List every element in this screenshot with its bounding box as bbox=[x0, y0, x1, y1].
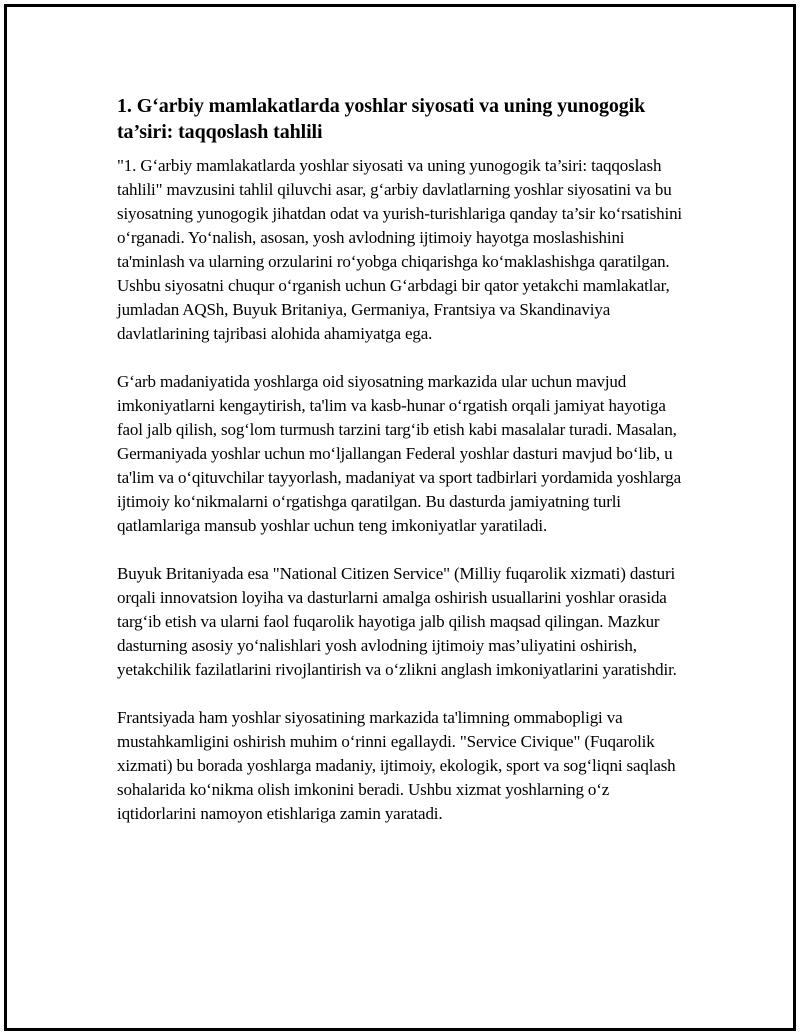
paragraph-intro: "1. G‘arbiy mamlakatlarda yoshlar siyosati va uning yunogogik ta’siri: taqqoslash tahlili" mavzusini tahlil qiluvchi asar, g‘arbiy davlatlarning yoshlar siyosatini va bu siyosatning yunogogik jihatdan odat va yurish-turishlariga qanday ta’sir ko‘rsatishini o‘rganadi. Yo‘nalish, asosan, yosh avlodning ijtimoiy hayotga moslashishini ta'minlash va ularning orzularini ro‘yobga chiqarishga ko‘maklashishga qaratilgan. Ushbu siyosatni chuqur o‘rganish uchun G‘arbdagi bir qator yetakchi mamlakatlar, jumladan AQSh, Buyuk Britaniya, Germaniya, Frantsiya va Skandinaviya davlatlarining tajribasi alohida ahamiyatga ega. bbox=[117, 156, 683, 343]
paragraph-germany: G‘arb madaniyatida yoshlarga oid siyosatning markazida ular uchun mavjud imkoniyatlarni kengaytirish, ta'lim va kasb-hunar o‘rgatish orqali jamiyat hayotiga faol jalb qilish, sog‘lom turmush tarzini targ‘ib etish kabi masalalar turadi. Masalan, Germaniyada yoshlar uchun mo‘ljallangan Federal yoshlar dasturi mavjud bo‘lib, u ta'lim va o‘qituvchilar tayyorlash, madaniyat va sport tadbirlari yordamida yoshlarga ijtimoiy ko‘nikmalarni o‘rgatishga qaratilgan. Bu dasturda jamiyatning turli qatlamlariga mansub yoshlar uchun teng imkoniyatlar yaratiladi. bbox=[117, 372, 682, 535]
document-body bbox=[117, 93, 689, 850]
section-heading: 1. G‘arbiy mamlakatlarda yoshlar siyosati va uning yunogogik ta’siri: taqqoslash tahlili bbox=[117, 95, 646, 143]
paragraph-france: Frantsiyada ham yoshlar siyosatining markazida ta'limning ommabopligi va mustahkamligini oshirish muhim o‘rinni egallaydi. "Service Civique" (Fuqarolik xizmati) bu borada yoshlarga madaniy, ijtimoiy, ekologik, sport va sog‘liqni saqlash sohalarida ko‘nikma olish imkonini beradi. Ushbu xizmat yoshlarning o‘z iqtidorlarini namoyon etishlariga zamin yaratadi. bbox=[117, 708, 676, 823]
paragraph-britain: Buyuk Britaniyada esa "National Citizen Service" (Milliy fuqarolik xizmati) dasturi orqali innovatsion loyiha va dasturlarni amalga oshirish usuallarini yoshlar orasida targ‘ib etish va ularni faol fuqarolik hayotiga jalb qilish maqsad qilingan. Mazkur dasturning asosiy yo‘nalishlari yosh avlodning ijtimoiy mas’uliyatini oshirish, yetakchilik fazilatlarini rivojlantirish va o‘zlikni anglash imkoniyatlarini yaratishdir. bbox=[117, 564, 677, 679]
